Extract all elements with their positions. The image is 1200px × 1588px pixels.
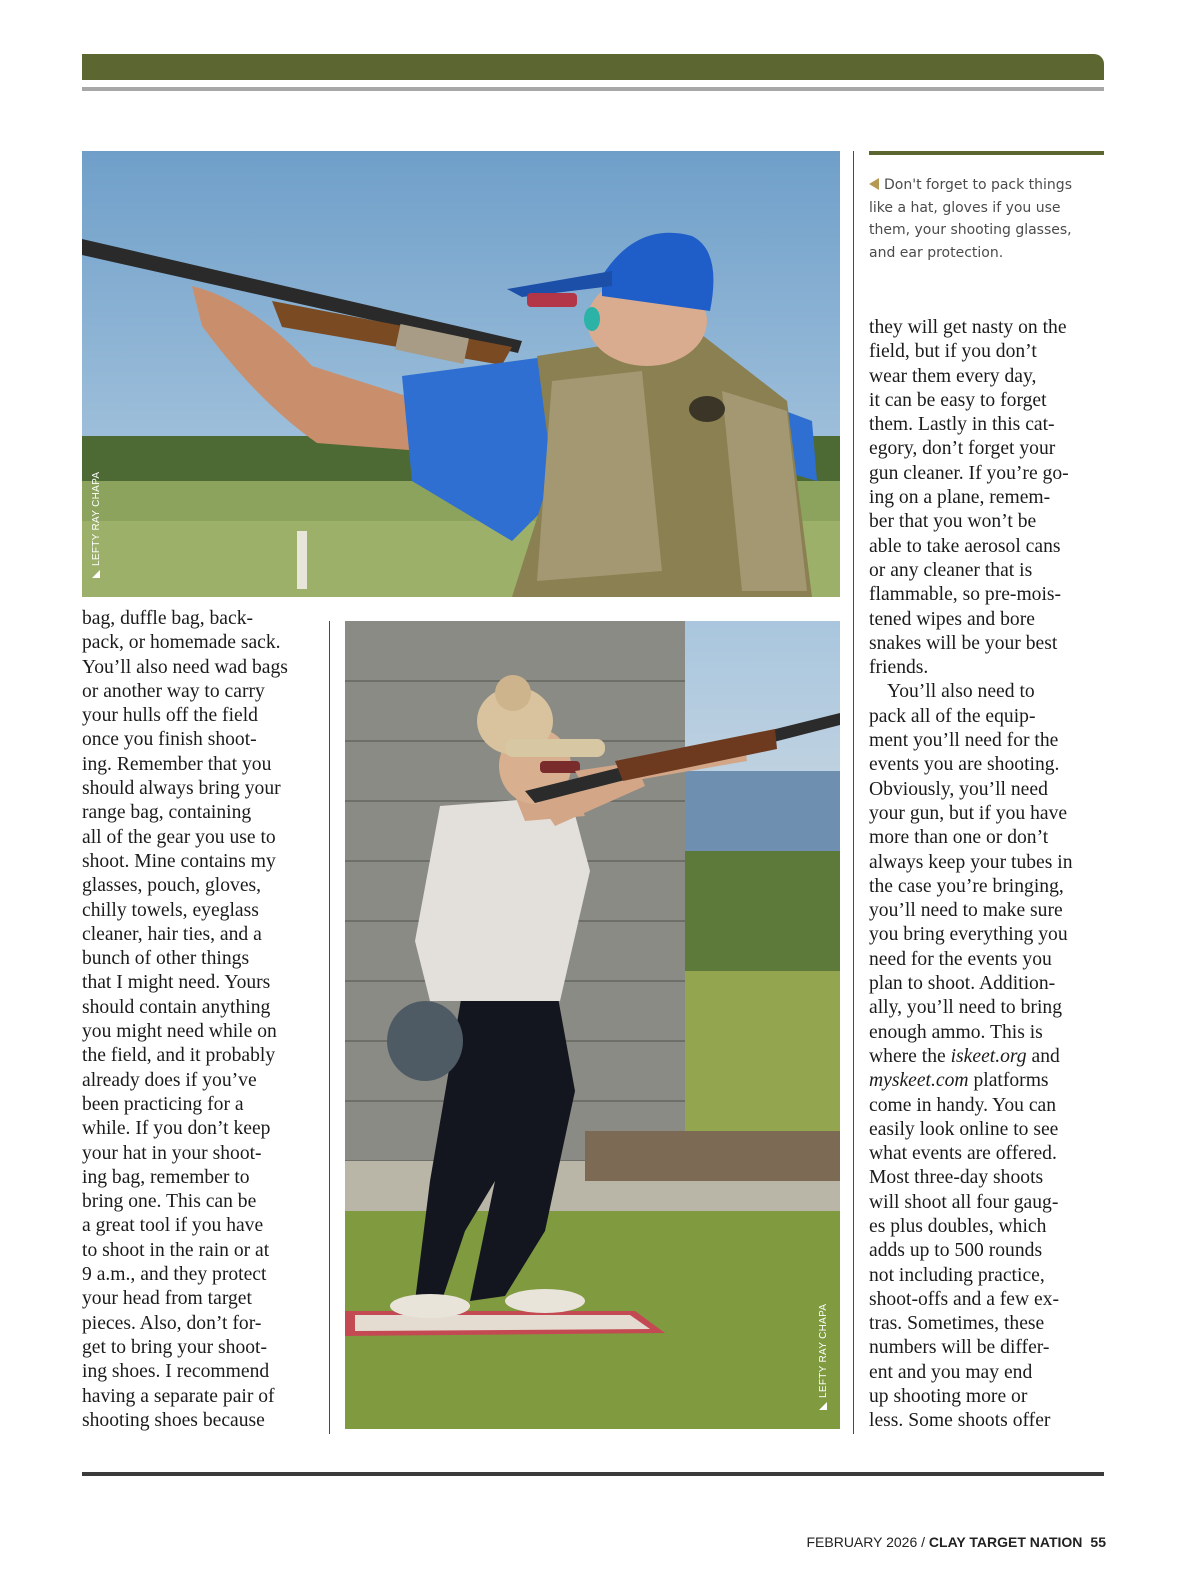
text-line: get to bring your shoot- bbox=[82, 1336, 268, 1358]
footer-date: FEBRUARY 2026 / bbox=[806, 1534, 929, 1550]
arrow-left-icon bbox=[869, 178, 879, 190]
credit-mark-icon bbox=[819, 1402, 827, 1410]
photo-shooter-blue-cap-art bbox=[82, 151, 840, 597]
text-line: up shooting more or bbox=[869, 1386, 1028, 1408]
text-line: that I might need. Yours bbox=[82, 972, 271, 994]
page-number: 55 bbox=[1090, 1534, 1106, 1550]
text-line: should always bring your bbox=[82, 778, 281, 800]
photo-caption bbox=[869, 174, 1101, 264]
text-line: always keep your tubes in bbox=[869, 851, 1073, 873]
text-line: flammable, so pre-mois- bbox=[869, 584, 1062, 606]
text-line: cleaner, hair ties, and a bbox=[82, 923, 262, 945]
text-line: able to take aerosol cans bbox=[869, 535, 1061, 557]
text-line: a great tool if you have bbox=[82, 1215, 264, 1237]
body-paragraph bbox=[869, 316, 1109, 680]
text-line: will shoot all four gaug- bbox=[869, 1191, 1059, 1213]
caption-text: Don't forget to pack things bbox=[884, 177, 1072, 193]
header-band bbox=[82, 54, 1104, 80]
text-line: you’ll need to make sure bbox=[869, 900, 1063, 922]
text-line: wear them every day, bbox=[869, 365, 1037, 387]
text-line: shoot-offs and a few ex- bbox=[869, 1288, 1060, 1310]
photo-credit-bottom-text: LEFTY RAY CHAPA bbox=[818, 1303, 829, 1398]
text-line: to shoot in the rain or at bbox=[82, 1239, 270, 1261]
link-myskeet[interactable]: myskeet.com bbox=[869, 1070, 969, 1092]
text-line: what events are offered. bbox=[869, 1143, 1057, 1165]
text-line: less. Some shoots offer bbox=[869, 1410, 1051, 1432]
text-line: numbers will be differ- bbox=[869, 1337, 1050, 1359]
text-line: ing bag, remember to bbox=[82, 1166, 250, 1188]
text-line: it can be easy to forget bbox=[869, 389, 1047, 411]
text-line: tened wipes and bore bbox=[869, 608, 1035, 630]
text-fragment: platforms bbox=[968, 1070, 1049, 1092]
text-line: enough ammo. This is bbox=[869, 1021, 1043, 1043]
text-line: need for the events you bbox=[869, 948, 1052, 970]
caption-line: like a hat, gloves if you use bbox=[869, 199, 1061, 216]
text-line: ment you’ll need for the bbox=[869, 730, 1059, 752]
text-line: them. Lastly in this cat- bbox=[869, 414, 1055, 436]
caption-line bbox=[869, 174, 1101, 197]
text-line: the case you’re bringing, bbox=[869, 875, 1064, 897]
text-line: shooting shoes because bbox=[82, 1409, 265, 1431]
text-line: already does if you’ve bbox=[82, 1069, 257, 1091]
text-line: bring one. This can be bbox=[82, 1191, 257, 1213]
body-paragraph bbox=[869, 680, 1109, 1433]
text-line: es plus doubles, which bbox=[869, 1215, 1047, 1237]
text-line: ing. Remember that you bbox=[82, 753, 272, 775]
text-line: egory, don’t forget your bbox=[869, 438, 1056, 460]
page-footer bbox=[806, 1534, 1106, 1550]
text-line bbox=[869, 1045, 1109, 1069]
caption-line: them, your shooting glasses, bbox=[869, 222, 1072, 238]
text-line: range bag, containing bbox=[82, 802, 252, 824]
photo-shooter-visor bbox=[345, 621, 840, 1429]
text-line: Most three-day shoots bbox=[869, 1167, 1044, 1189]
text-line: pack all of the equip- bbox=[869, 705, 1036, 727]
text-line: or another way to carry bbox=[82, 680, 265, 702]
text-fragment: where the bbox=[869, 1045, 951, 1067]
body-column-right bbox=[869, 316, 1109, 1434]
photo-credit-top-text: LEFTY RAY CHAPA bbox=[91, 471, 102, 566]
text-line: been practicing for a bbox=[82, 1093, 244, 1115]
text-line: bunch of other things bbox=[82, 948, 250, 970]
body-column-left bbox=[82, 607, 322, 1433]
text-line: bag, duffle bag, back- bbox=[82, 608, 254, 629]
text-line: ing shoes. I recommend bbox=[82, 1361, 270, 1383]
text-line: ally, you’ll need to bring bbox=[869, 997, 1062, 1019]
text-line: once you finish shoot- bbox=[82, 729, 257, 751]
text-line: chilly towels, eyeglass bbox=[82, 899, 259, 921]
photo-credit-top bbox=[91, 472, 102, 578]
text-fragment: and bbox=[1026, 1045, 1060, 1067]
text-line: 9 a.m., and they protect bbox=[82, 1264, 267, 1286]
text-line: having a separate pair of bbox=[82, 1385, 275, 1407]
footer-rule bbox=[82, 1472, 1104, 1476]
text-line: ent and you may end bbox=[869, 1361, 1033, 1383]
text-line: events you are shooting. bbox=[869, 754, 1060, 776]
text-line: your hulls off the field bbox=[82, 705, 258, 727]
text-line: shoot. Mine contains my bbox=[82, 850, 276, 872]
caption-line: and ear protection. bbox=[869, 244, 1004, 261]
text-line: your hat in your shoot- bbox=[82, 1142, 262, 1164]
text-line: your head from target bbox=[82, 1288, 252, 1310]
text-line: You’ll also need wad bags bbox=[82, 656, 288, 678]
caption-rule bbox=[869, 151, 1104, 155]
text-line: field, but if you don’t bbox=[869, 341, 1037, 363]
text-line: all of the gear you use to bbox=[82, 826, 276, 848]
text-line: should contain anything bbox=[82, 996, 271, 1018]
text-line: easily look online to see bbox=[869, 1118, 1059, 1140]
text-line: plan to shoot. Addition- bbox=[869, 973, 1056, 995]
text-line: pieces. Also, don’t for- bbox=[82, 1312, 262, 1334]
text-line: the field, and it probably bbox=[82, 1045, 276, 1067]
text-line: they will get nasty on the bbox=[869, 317, 1067, 338]
text-line: gun cleaner. If you’re go- bbox=[869, 462, 1069, 484]
text-line: tras. Sometimes, these bbox=[869, 1313, 1045, 1335]
text-line: not including practice, bbox=[869, 1264, 1045, 1286]
body-paragraph bbox=[82, 607, 322, 1433]
credit-mark-icon bbox=[92, 570, 100, 578]
text-line: come in handy. You can bbox=[869, 1094, 1057, 1116]
text-line: you bring everything you bbox=[869, 924, 1068, 946]
column-rule-left bbox=[329, 621, 330, 1434]
text-line: Obviously, you’ll need bbox=[869, 778, 1048, 800]
text-line: glasses, pouch, gloves, bbox=[82, 875, 262, 897]
text-line: snakes will be your best bbox=[869, 632, 1058, 654]
text-line bbox=[869, 1069, 1109, 1093]
text-line: friends. bbox=[869, 657, 929, 679]
text-line: ing on a plane, remem- bbox=[869, 487, 1051, 509]
column-rule-right bbox=[853, 151, 854, 1434]
photo-credit-bottom bbox=[818, 1304, 829, 1410]
text-line: adds up to 500 rounds bbox=[869, 1240, 1043, 1262]
header-rule bbox=[82, 87, 1104, 91]
text-line: your gun, but if you have bbox=[869, 802, 1068, 824]
text-line: ber that you won’t be bbox=[869, 511, 1037, 533]
text-line: you might need while on bbox=[82, 1021, 277, 1043]
text-line: pack, or homemade sack. bbox=[82, 632, 281, 654]
text-line: or any cleaner that is bbox=[869, 559, 1033, 581]
text-line: You’ll also need to bbox=[887, 681, 1035, 703]
footer-publication: CLAY TARGET NATION bbox=[928, 1534, 1083, 1550]
photo-shooter-blue-cap bbox=[82, 151, 840, 597]
link-iskeet[interactable]: iskeet.org bbox=[950, 1045, 1027, 1067]
text-line: more than one or don’t bbox=[869, 827, 1049, 849]
photo-shooter-visor-art bbox=[345, 621, 840, 1429]
text-line: while. If you don’t keep bbox=[82, 1118, 271, 1140]
